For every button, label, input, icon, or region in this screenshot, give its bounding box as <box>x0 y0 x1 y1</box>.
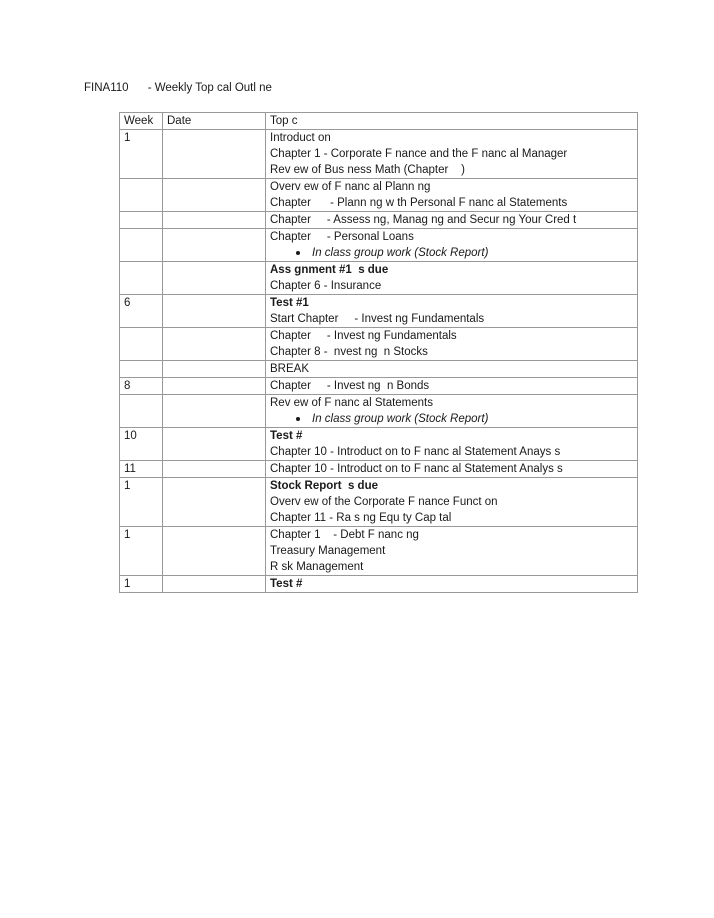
week-cell <box>120 361 163 378</box>
date-cell <box>163 130 266 179</box>
week-cell: 1 <box>120 130 163 179</box>
topic-cell <box>266 478 638 527</box>
topic-line: Introduct on <box>270 132 331 144</box>
topic-line: Overv ew of F nanc al Plann ng <box>270 181 431 193</box>
week-cell: 10 <box>120 428 163 461</box>
date-cell <box>163 527 266 576</box>
week-cell <box>120 179 163 212</box>
week-cell: 8 <box>120 378 163 395</box>
topic-cell <box>266 229 638 262</box>
topic-cell <box>266 361 638 378</box>
table-row <box>120 478 638 527</box>
topic-line: Chapter - Invest ng n Bonds <box>270 380 430 392</box>
topic-cell <box>266 378 638 395</box>
topic-cell <box>266 461 638 478</box>
topic-line: Chapter 10 - Introduct on to F nanc al Statement Anays s <box>270 446 561 458</box>
topic-line: Test # <box>270 578 303 590</box>
week-cell <box>120 229 163 262</box>
table-row <box>120 179 638 212</box>
week-cell <box>120 395 163 428</box>
topic-line: Chapter 1 - Debt F nanc ng <box>270 529 419 541</box>
week-cell: 1 <box>120 527 163 576</box>
table-body <box>120 130 638 593</box>
topic-cell <box>266 262 638 295</box>
topic-cell <box>266 179 638 212</box>
topic-line: Overv ew of the Corporate F nance Funct on <box>270 496 498 508</box>
table-row <box>120 395 638 428</box>
topic-line: Chapter - Invest ng Fundamentals <box>270 330 457 342</box>
date-cell <box>163 478 266 527</box>
date-cell <box>163 395 266 428</box>
week-column-header: Week <box>120 113 163 130</box>
date-cell <box>163 179 266 212</box>
topic-line: Chapter 6 - Insurance <box>270 280 382 292</box>
topic-line: Chapter - Personal Loans <box>270 231 414 243</box>
topic-line: Test #1 <box>270 297 309 309</box>
date-cell <box>163 295 266 328</box>
table-row <box>120 262 638 295</box>
table-row <box>120 229 638 262</box>
table-header-row <box>120 113 638 130</box>
topic-line: BREAK <box>270 363 309 375</box>
topic-line: R sk Management <box>270 561 364 573</box>
topic-line: Chapter - Plann ng w th Personal F nanc al Statements <box>270 197 568 209</box>
topic-line: Stock Report s due <box>270 480 378 492</box>
table-row <box>120 527 638 576</box>
date-cell <box>163 576 266 593</box>
topic-cell <box>266 295 638 328</box>
topic-line: Ass gnment #1 s due <box>270 264 389 276</box>
date-column-header: Date <box>163 113 266 130</box>
week-cell <box>120 262 163 295</box>
date-cell <box>163 361 266 378</box>
table-row <box>120 576 638 593</box>
topic-cell <box>266 395 638 428</box>
bullet-item: In class group work (Stock Report) <box>270 411 633 427</box>
topic-line: Treasury Management <box>270 545 386 557</box>
table-row <box>120 130 638 179</box>
topic-line: Test # <box>270 430 303 442</box>
topic-line: Chapter 10 - Introduct on to F nanc al Statement Analys s <box>270 463 563 475</box>
date-cell <box>163 262 266 295</box>
date-cell <box>163 378 266 395</box>
week-cell: 1 <box>120 576 163 593</box>
table-row <box>120 212 638 229</box>
topic-line: Start Chapter - Invest ng Fundamentals <box>270 313 485 325</box>
week-cell: 6 <box>120 295 163 328</box>
document-title: FINA110 - Weekly Top cal Outl ne <box>84 82 272 94</box>
date-cell <box>163 428 266 461</box>
topic-line: Chapter 11 - Ra s ng Equ ty Cap tal <box>270 512 452 524</box>
topic-column-header: Top c <box>266 113 638 130</box>
topic-cell <box>266 212 638 229</box>
week-cell: 11 <box>120 461 163 478</box>
topic-line: Rev ew of F nanc al Statements <box>270 397 433 409</box>
table-row <box>120 295 638 328</box>
table-row <box>120 361 638 378</box>
table-row <box>120 461 638 478</box>
table-row <box>120 428 638 461</box>
topic-line: Rev ew of Bus ness Math (Chapter ) <box>270 164 465 176</box>
table-row <box>120 328 638 361</box>
topic-cell <box>266 428 638 461</box>
date-cell <box>163 328 266 361</box>
date-cell <box>163 229 266 262</box>
topic-line: Chapter - Assess ng, Manag ng and Secur ng Your Cred t <box>270 214 577 226</box>
date-cell <box>163 461 266 478</box>
topic-line: Chapter 8 - nvest ng n Stocks <box>270 346 428 358</box>
week-cell <box>120 212 163 229</box>
topic-line: Chapter 1 - Corporate F nance and the F nanc al Manager <box>270 148 568 160</box>
week-cell: 1 <box>120 478 163 527</box>
topic-cell <box>266 328 638 361</box>
date-cell <box>163 212 266 229</box>
topic-cell <box>266 527 638 576</box>
weekly-outline-table <box>119 112 638 593</box>
topic-cell <box>266 130 638 179</box>
topic-cell <box>266 576 638 593</box>
table-row <box>120 378 638 395</box>
bullet-item: In class group work (Stock Report) <box>270 245 633 261</box>
week-cell <box>120 328 163 361</box>
